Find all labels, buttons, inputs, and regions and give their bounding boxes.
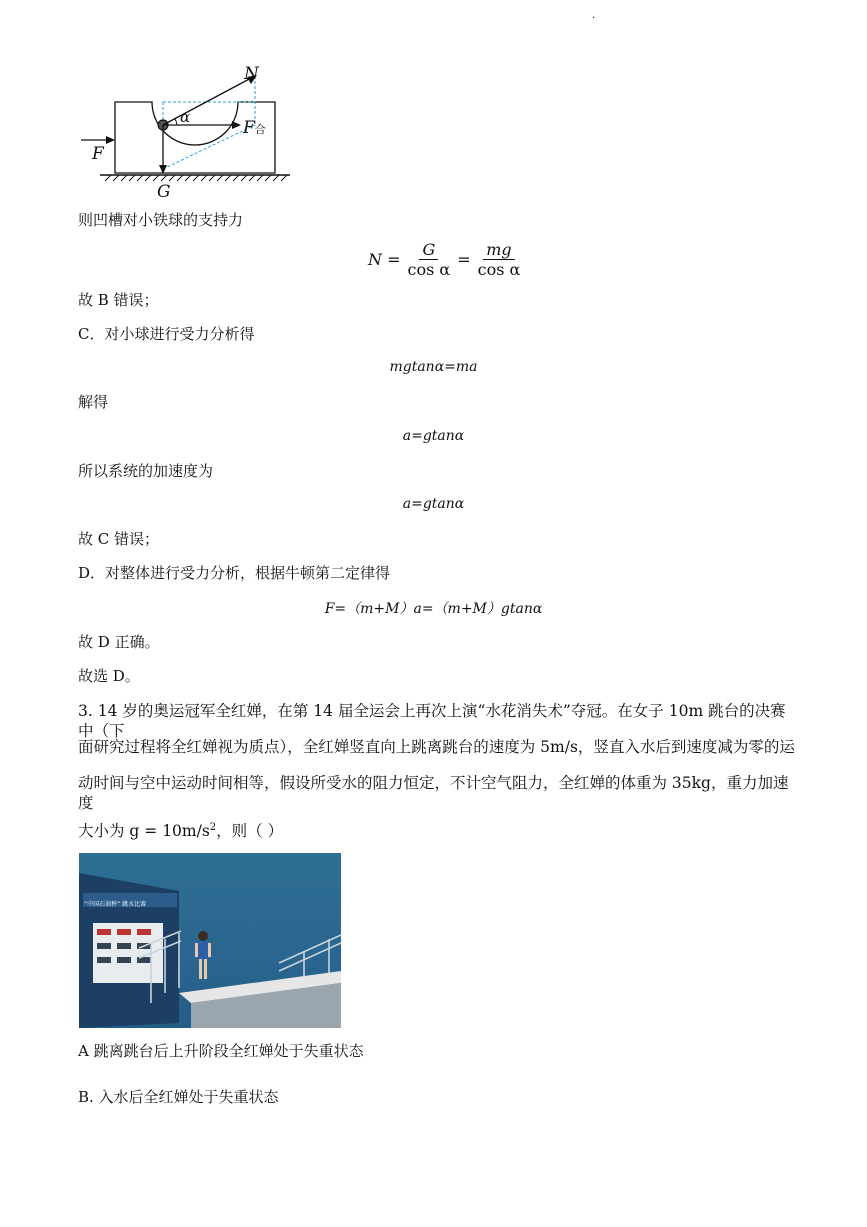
text-choose: 故选 D。 <box>78 667 140 685</box>
question-line-3: 动时间与空中运动时间相等，假设所受水的阻力恒定，不计空气阻力，全红婵的体重为 35kg，重力加速度 <box>78 774 789 812</box>
label-N: N <box>244 64 259 84</box>
text-c-wrong: 故 C 错误； <box>78 530 160 548</box>
equation-a2: a=gtanα <box>402 496 465 512</box>
equation-F: F=（m+M）a=（m+M）gtanα <box>324 601 543 617</box>
option-A: A 跳离跳台后上升阶段全红婵处于失重状态 <box>78 1042 364 1060</box>
equation-N: N = $\frac{G}{\text{cos α}}$ = $\frac{mg}{\text{cos α}}$ <box>368 240 521 279</box>
equation-a1: a=gtanα <box>402 428 465 444</box>
label-alpha: α <box>180 108 191 126</box>
diving-photo <box>79 853 341 1028</box>
label-F-he: F合 <box>243 118 266 138</box>
question-line-1: 3. 14 岁的奥运冠军全红婵，在第 14 届全运会上再次上演“水花消失术”夺冠。在女子 10m 跳台的决赛中（下 <box>78 702 786 740</box>
text-b-wrong: 故 B 错误； <box>78 291 159 309</box>
text-system-acc: 所以系统的加速度为 <box>78 462 214 480</box>
option-B: B. 入水后全红婵处于失重状态 <box>78 1088 279 1106</box>
text-d-right: 故 D 正确。 <box>78 633 160 651</box>
photo-banner-text: “中国石油杯” 跳水比赛 <box>84 901 147 908</box>
question-line-2: 面研究过程将全红婵视为质点），全红婵竖直向上跳离跳台的速度为 5m/s，竖直入水后到速度减为零的运 <box>78 738 795 756</box>
text-c-analysis: C．对小球进行受力分析得 <box>78 325 255 343</box>
force-diagram <box>75 60 305 205</box>
text-solve: 解得 <box>78 393 109 411</box>
text-support-force: 则凹槽对小铁球的支持力 <box>78 211 244 229</box>
top-mark: . <box>592 10 596 21</box>
label-G: G <box>157 182 171 202</box>
label-F: F <box>92 144 104 164</box>
equation-mgtan: mgtanα=ma <box>389 359 478 375</box>
question-line-4: 大小为 $g = 10m/s^2$，则（ ） <box>78 822 284 841</box>
text-d-analysis: D．对整体进行受力分析，根据牛顿第二定律得 <box>78 564 391 582</box>
